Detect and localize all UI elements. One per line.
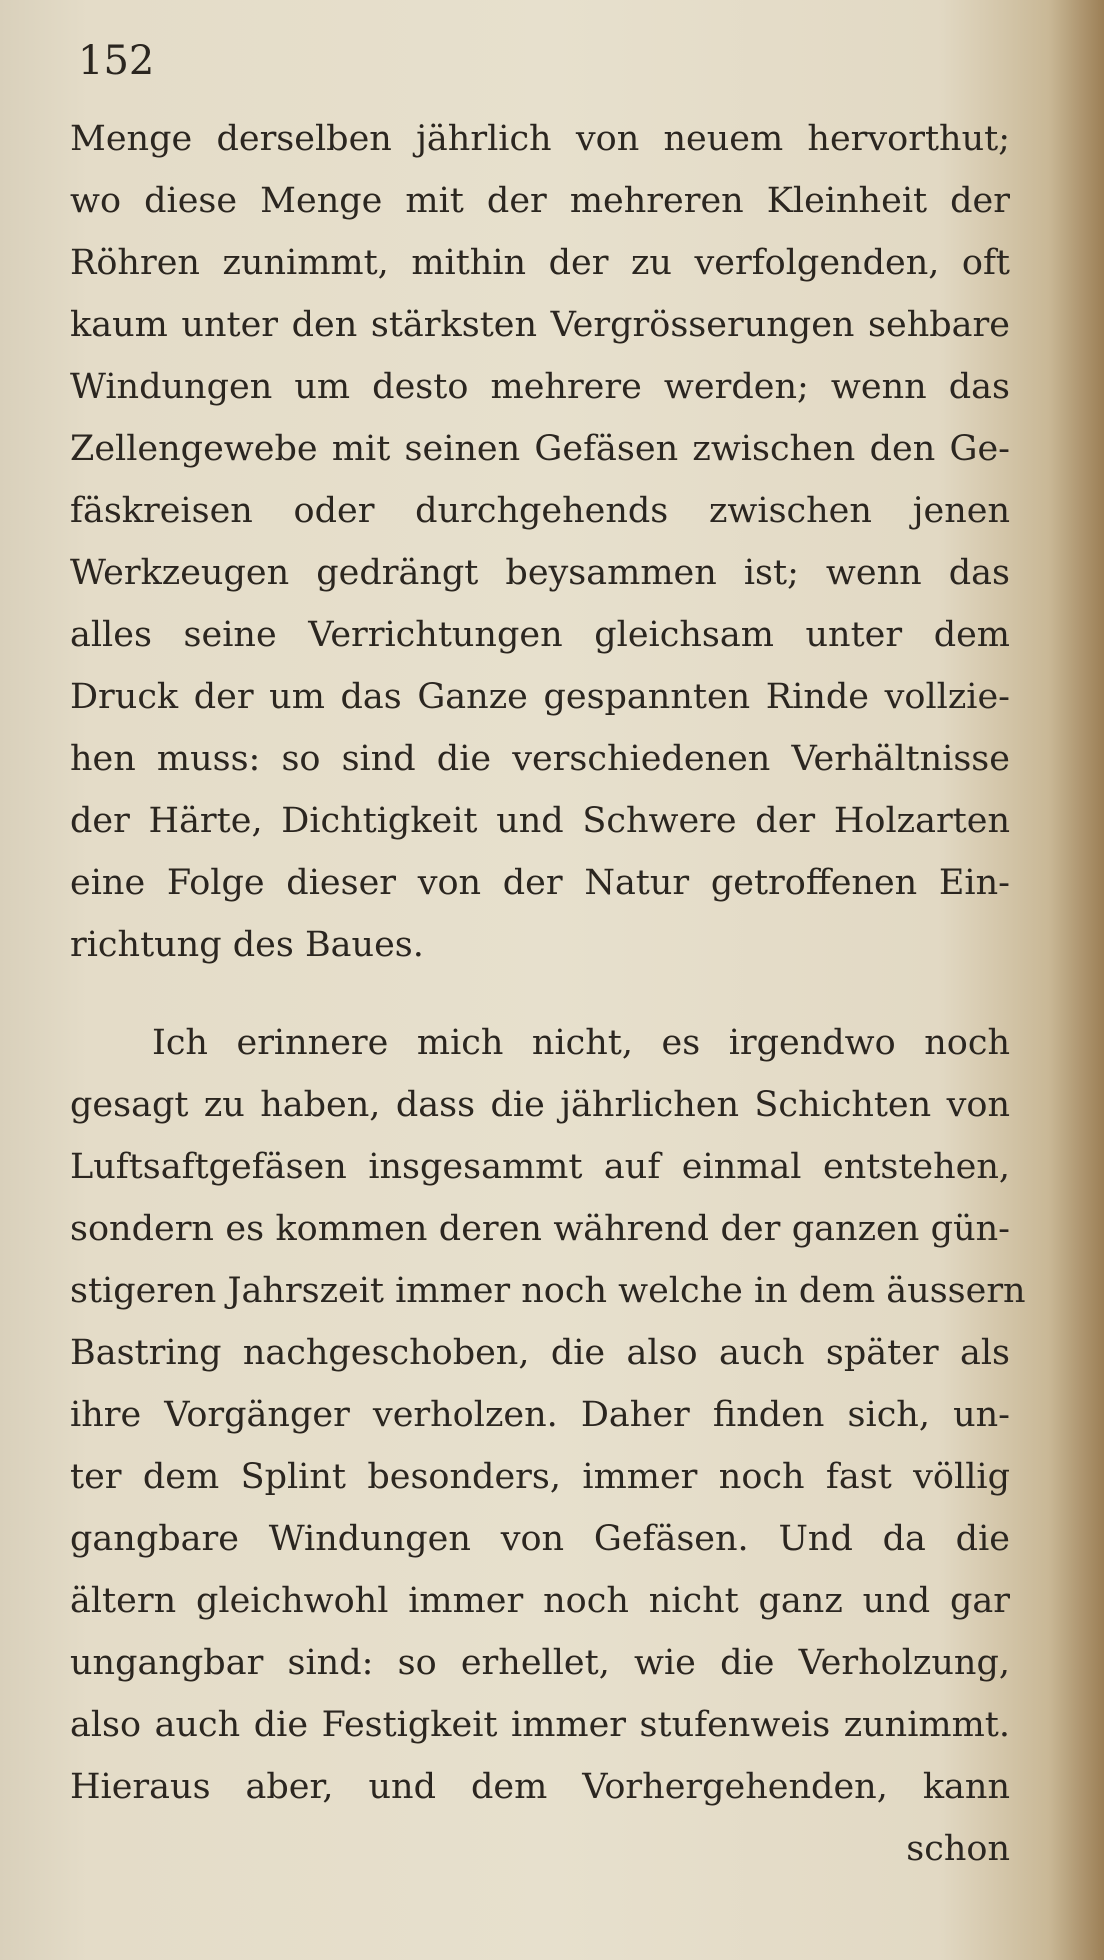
text-line: Druck der um das Ganze gespannten Rinde vollzie- — [70, 677, 1010, 717]
text-line: Hieraus aber, und dem Vorhergehenden, kann — [70, 1767, 1010, 1807]
text-line: gesagt zu haben, dass die jährlichen Schichten von — [70, 1085, 1010, 1125]
text-line: Röhren zunimmt, mithin der zu verfolgenden, oft — [70, 243, 1010, 283]
text-line: ter dem Splint besonders, immer noch fast völlig — [70, 1457, 1010, 1497]
text-line: Menge derselben jährlich von neuem hervorthut; — [70, 119, 1010, 159]
text-line: ihre Vorgänger verholzen. Daher finden sich, un- — [70, 1395, 1010, 1435]
paragraph-1 — [70, 108, 1010, 976]
text-line: der Härte, Dichtigkeit und Schwere der Holzarten — [70, 801, 1010, 841]
text-line: sondern es kommen deren während der ganzen gün- — [70, 1209, 1010, 1249]
text-line: Windungen um desto mehrere werden; wenn das — [70, 367, 1010, 407]
text-line: also auch die Festigkeit immer stufenweis zunimmt. — [70, 1705, 1010, 1745]
text-line: Bastring nachgeschoben, die also auch später als — [70, 1333, 1010, 1373]
text-line: wo diese Menge mit der mehreren Kleinheit der — [70, 181, 1010, 221]
text-line: eine Folge dieser von der Natur getroffenen Ein- — [70, 863, 1010, 903]
page-number: 152 — [78, 38, 155, 84]
text-line: gangbare Windungen von Gefäsen. Und da die — [70, 1519, 1010, 1559]
text-block — [70, 108, 1026, 1880]
paragraph-gap — [70, 976, 1010, 1012]
text-line: alles seine Verrichtungen gleichsam unter dem — [70, 615, 1010, 655]
text-line: fäskreisen oder durchgehends zwischen jenen — [70, 491, 1010, 531]
text-line: Ich erinnere mich nicht, es irgendwo noch — [152, 1023, 1010, 1063]
paragraph-2 — [70, 1012, 1026, 1818]
text-line: Luftsaftgefäsen insgesammt auf einmal entstehen, — [70, 1147, 1010, 1187]
text-line: Zellengewebe mit seinen Gefäsen zwischen den Ge- — [70, 429, 1010, 469]
catchword: schon — [906, 1829, 1010, 1869]
text-line: richtung des Baues. — [70, 925, 424, 965]
text-line: ältern gleichwohl immer noch nicht ganz und gar — [70, 1581, 1010, 1621]
text-line: kaum unter den stärksten Vergrösserungen sehbare — [70, 305, 1010, 345]
text-line: Werkzeugen gedrängt beysammen ist; wenn das — [70, 553, 1010, 593]
text-line: stigeren Jahrszeit immer noch welche in dem äussern — [70, 1271, 1026, 1311]
text-line: ungangbar sind: so erhellet, wie die Verholzung, — [70, 1643, 1010, 1683]
text-line: hen muss: so sind die verschiedenen Verhältnisse — [70, 739, 1010, 779]
